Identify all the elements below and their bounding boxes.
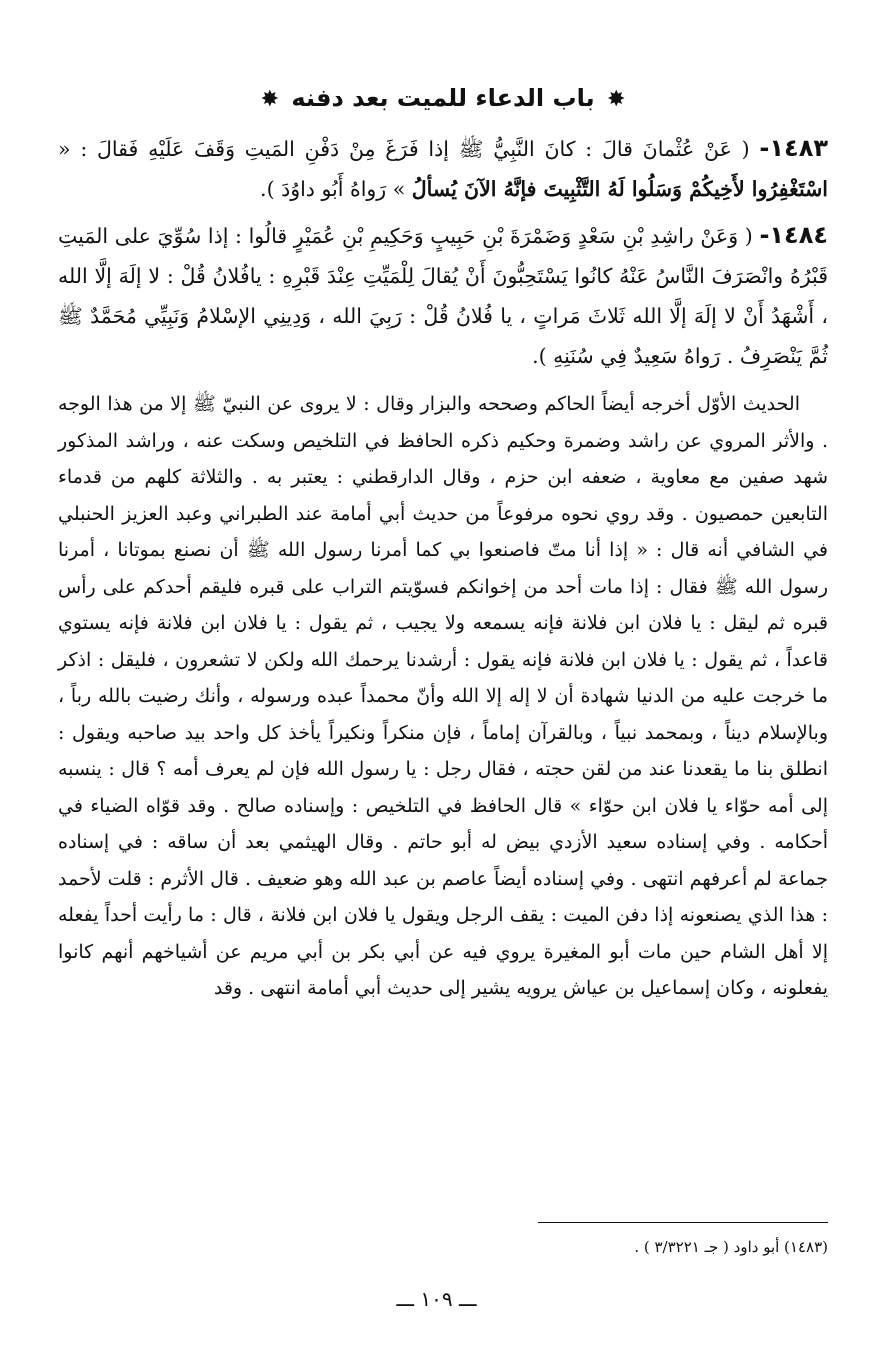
- hadith-source: » رَواهُ أَبُو داوُدَ ).: [260, 177, 406, 201]
- star-ornament-icon: ✸: [260, 87, 280, 112]
- page-number: ـــ ١٠٩ ـــ: [396, 1287, 477, 1311]
- hadith-1484: [58, 215, 828, 376]
- chapter-title-text: باب الدعاء للميت بعد دفنه: [291, 84, 595, 112]
- footnote-divider: [538, 1222, 828, 1223]
- footnote: (١٤٨٣) أبو داود ( جـ ٣/٣٢٢١ ) .: [634, 1238, 828, 1256]
- chapter-title: [58, 78, 828, 120]
- page-body: [58, 78, 828, 1007]
- star-ornament-icon: ✸: [606, 87, 626, 112]
- hadith-text: ( عَنْ عُثْمانَ قالَ : كانَ النَّبِيُّ ﷺ إذا فَرَغَ مِنْ دَفْنِ المَيتِ وَقَفَ عَلَيْهِ فَقالَ : «: [58, 137, 750, 161]
- hadith-quote: اسْتَغْفِرُوا لأَخِيكُمْ وَسَلُوا لَهُ التَّثْبِيتَ فإنَّهُ الآنَ يُسألُ: [411, 177, 828, 201]
- hadith-number: ١٤٨٤-: [759, 221, 828, 249]
- hadith-1483: [58, 128, 828, 209]
- commentary-text: الحديث الأوّل أخرجه أيضاً الحاكم وصححه والبزار وقال : لا يروى عن النبيّ ﷺ إلا من هذا الوجه . والأثر المروي عن راشد وضمرة وحكيم ذكره الحافظ في التلخيص وسكت عنه ، وراشد المذكور شهد صفين مع معاوية ، ضعفه ابن حزم ، وقال الدارقطني : يعتبر به . والثلاثة كلهم من قدماء التابعين حمصيون . وقد روي نحوه مرفوعاً من حديث أبي أمامة عند الطبراني وعبد العزيز الحنبلي في الشافي أنه قال : « إذا أنا متّ فاصنعوا بي كما أمرنا رسول الله ﷺ أن نصنع بموتانا ، أمرنا رسول الله ﷺ فقال : إذا مات أحد من إخوانكم فسوّيتم التراب على قبره فليقم أحدكم على رأس قبره ثم ليقل : يا فلان ابن فلانة فإنه يسمعه ولا يجيب ، ثم يقول : يا فلان ابن فلانة فإنه يستوي قاعداً ، ثم يقول : يا فلان ابن فلانة فإنه يقول : أرشدنا يرحمك الله ولكن لا تشعرون ، فليقل : اذكر ما خرجت عليه من الدنيا شهادة أن لا إله إلا الله وأنّ محمداً عبده ورسوله ، وأنك رضيت بالله رباً ، وبالإسلام ديناً ، وبمحمد نبياً ، وبالقرآن إماماً ، فإن منكراً ونكيراً يأخذ كل واحد بيد صاحبه ويقول : انطلق بنا ما يقعدنا عند من لقن حجته ، فقال رجل : يا رسول الله فإن لم يعرف أمه ؟ قال : ينسبه إلى أمه حوّاء يا فلان ابن حوّاء » قال الحافظ في التلخيص : وإسناده صالح . وقد قوّاه الضياء في أحكامه . وفي إسناده سعيد الأزدي بيض له أبو حاتم . وقال الهيثمي بعد أن ساقه : في إسناده جماعة لم أعرفهم انتهى . وفي إسناده أيضاً عاصم بن عبد الله وهو ضعيف . قال الأثرم : قلت لأحمد : هذا الذي يصنعونه إذا دفن الميت : يقف الرجل ويقول يا فلان ابن فلانة ، قال : ما رأيت أحداً يفعله إلا أهل الشام حين مات أبو المغيرة يروي فيه عن أبي بكر بن أبي مريم عن أشياخهم أنهم كانوا يفعلونه ، وكان إسماعيل بن عياش يرويه يشير إلى حديث أبي أمامة انتهى . وقد: [58, 393, 828, 999]
- hadith-number: ١٤٨٣-: [759, 134, 828, 162]
- hadith-text: ( وَعَنْ راشِدِ بْنِ سَعْدٍ وَضَمْرَةَ بْنِ حَبِيبٍ وَحَكِيمِ بْنِ عُمَيْرٍ قالُوا : إذا سُوِّيَ على المَيتِ قَبْرُهُ وانْصَرَفَ النَّاسُ عَنْهُ كانُوا يَسْتَحِبُّونَ أَنْ يُقالَ لِلْمَيِّتِ عِنْدَ قَبْرِهِ : يافُلانُ قُلْ : لا إلَهَ إلَّا الله ، أَشْهَدُ أَنْ لا إلَهَ إلَّا الله ثَلاثَ مَراتٍ ، يا فُلانُ قُلْ : رَبِيَ الله ، وَدِينِي الإسْلامُ وَنَبِيِّي مُحَمَّدٌ ﷺ ثُمَّ يَنْصَرِفُ . رَواهُ سَعِيدٌ فِي سُنَنِهِ ).: [58, 224, 828, 368]
